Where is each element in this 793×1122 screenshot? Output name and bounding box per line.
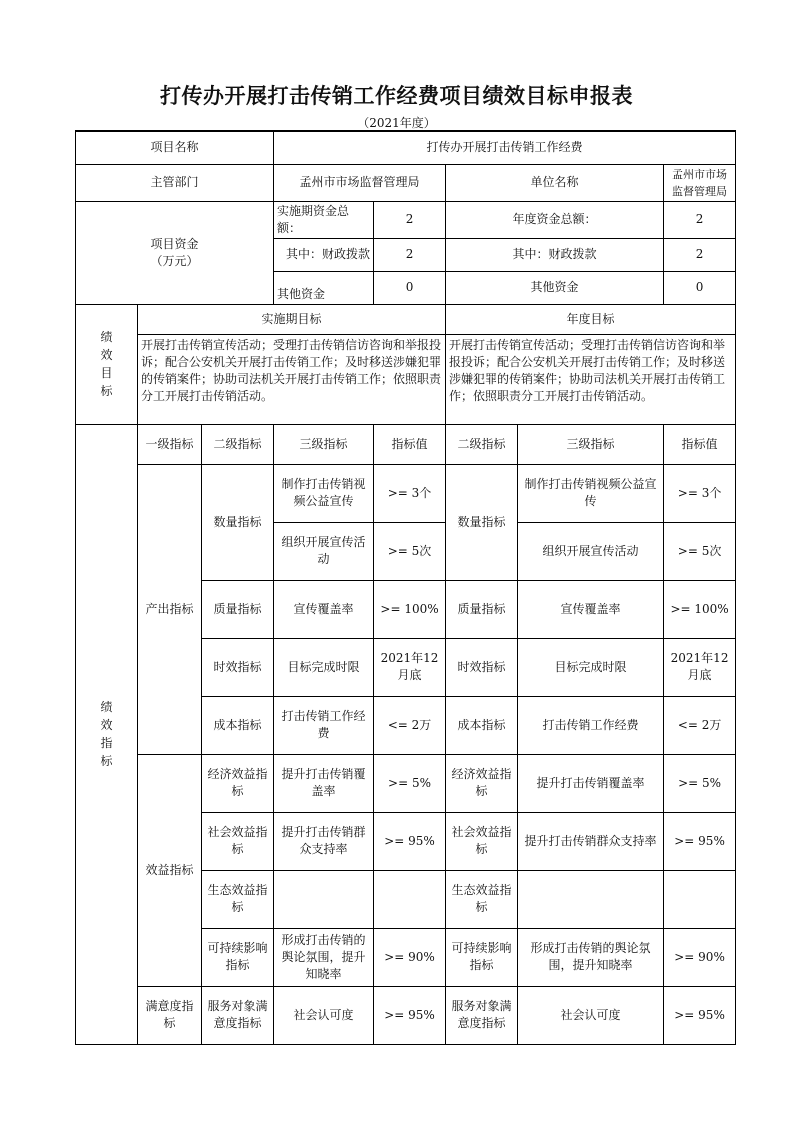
- goals-label: 绩效目标: [76, 304, 138, 424]
- impl-goal-text: 开展打击传销宣传活动；受理打击传销信访咨询和举报投诉；配合公安机关开展打击传销工作；及时移送涉嫌犯罪的传销案件；协助司法机关开展打击传销工作；依照职责分工开展打击传销活动。: [138, 334, 446, 424]
- project-name-value: 打传办开展打击传销工作经费: [274, 131, 736, 164]
- table-row-l3a: 宣传覆盖率: [274, 580, 374, 638]
- dept-value: 孟州市市场监督管理局: [274, 164, 446, 201]
- table-row-va: >= 90%: [374, 928, 446, 986]
- table-row-va: >= 3个: [374, 464, 446, 522]
- table-row-l3b: 打击传销工作经费: [518, 696, 664, 754]
- table-row-l3a: 制作打击传销视频公益宣传: [274, 464, 374, 522]
- table-row-l3a: 打击传销工作经费: [274, 696, 374, 754]
- table-row-l2b: 质量指标: [446, 580, 518, 638]
- table-row-l3b: 形成打击传销的舆论氛围，提升知晓率: [518, 928, 664, 986]
- table-row-l3b: 目标完成时限: [518, 638, 664, 696]
- project-name-label: 项目名称: [76, 131, 274, 164]
- output-indicator: 产出指标: [138, 464, 202, 754]
- page-title: 打传办开展打击传销工作经费项目绩效目标申报表: [160, 84, 633, 108]
- table-row-l2b: 时效指标: [446, 638, 518, 696]
- header-level2-b: 二级指标: [446, 424, 518, 464]
- impl-other-label: 其他资金: [274, 271, 374, 304]
- year-total-value: 2: [664, 201, 736, 238]
- header-level1: 一级指标: [138, 424, 202, 464]
- indicators-label: 绩效指标: [76, 424, 138, 1044]
- impl-other-value: 0: [374, 271, 446, 304]
- table-row-l3b: 制作打击传销视频公益宣传: [518, 464, 664, 522]
- impl-goal-header: 实施期目标: [138, 304, 446, 334]
- table-row-l3a: 组织开展宣传活动: [274, 522, 374, 580]
- table-row-l2b: 经济效益指标: [446, 754, 518, 812]
- header-level3-b: 三级指标: [518, 424, 664, 464]
- table-row-l3b: 社会认可度: [518, 986, 664, 1044]
- table-row-l2b: 数量指标: [446, 464, 518, 580]
- table-row-va: >= 5%: [374, 754, 446, 812]
- year-fiscal-value: 2: [664, 238, 736, 271]
- year-goal-text: 开展打击传销宣传活动；受理打击传销信访咨询和举报投诉；配合公安机关开展打击传销工作；及时移送涉嫌犯罪的传销案件；协助司法机关开展打击传销工作；依照职责分工开展打击传销活动。: [446, 334, 736, 424]
- header-value-b: 指标值: [664, 424, 736, 464]
- year-total-label: 年度资金总额：: [446, 201, 664, 238]
- table-row-va: [374, 870, 446, 928]
- table-row-vb: >= 5%: [664, 754, 736, 812]
- table-row-l3a: 目标完成时限: [274, 638, 374, 696]
- table-row-l2a: 经济效益指标: [202, 754, 274, 812]
- table-row-va: <= 2万: [374, 696, 446, 754]
- table-row-l3b: 提升打击传销群众支持率: [518, 812, 664, 870]
- table-row-l3a: 社会认可度: [274, 986, 374, 1044]
- table-row-vb: <= 2万: [664, 696, 736, 754]
- table-row-l2a: 可持续影响指标: [202, 928, 274, 986]
- table-row-l2a: 质量指标: [202, 580, 274, 638]
- year-fiscal-label: 其中：财政拨款: [446, 238, 664, 271]
- table-row-vb: >= 95%: [664, 986, 736, 1044]
- table-row-vb: >= 100%: [664, 580, 736, 638]
- year-other-value: 0: [664, 271, 736, 304]
- table-row-l2b: 服务对象满意度指标: [446, 986, 518, 1044]
- table-row-l3b: 宣传覆盖率: [518, 580, 664, 638]
- table-row-vb: [664, 870, 736, 928]
- impl-total-label: 实施期资金总额：: [274, 201, 374, 238]
- table-row-l2a: 成本指标: [202, 696, 274, 754]
- table-row-l2a: 数量指标: [202, 464, 274, 580]
- table-row-vb: >= 3个: [664, 464, 736, 522]
- header-level2-a: 二级指标: [202, 424, 274, 464]
- impl-fiscal-label: 其中：财政拨款: [274, 238, 374, 271]
- table-row-vb: >= 90%: [664, 928, 736, 986]
- table-row-l3a: 形成打击传销的舆论氛围，提升知晓率: [274, 928, 374, 986]
- table-row-l3a: 提升打击传销群众支持率: [274, 812, 374, 870]
- table-row-l2a: 社会效益指标: [202, 812, 274, 870]
- header-level3-a: 三级指标: [274, 424, 374, 464]
- table-row-l3a: [274, 870, 374, 928]
- fiscal-year: （2021年度）: [357, 116, 436, 130]
- benefit-indicator: 效益指标: [138, 754, 202, 986]
- table-row-vb: 2021年12月底: [664, 638, 736, 696]
- table-row-l2b: 成本指标: [446, 696, 518, 754]
- table-row-vb: >= 5次: [664, 522, 736, 580]
- table-row-vb: >= 95%: [664, 812, 736, 870]
- dept-label: 主管部门: [76, 164, 274, 201]
- funds-label: 项目资金 （万元）: [76, 201, 274, 304]
- table-row-l2a: 服务对象满意度指标: [202, 986, 274, 1044]
- unit-label: 单位名称: [446, 164, 664, 201]
- table-row-va: >= 95%: [374, 986, 446, 1044]
- impl-fiscal-value: 2: [374, 238, 446, 271]
- table-row-va: >= 5次: [374, 522, 446, 580]
- table-row-l3b: [518, 870, 664, 928]
- table-row-va: 2021年12月底: [374, 638, 446, 696]
- impl-total-value: 2: [374, 201, 446, 238]
- table-row-l2b: 可持续影响指标: [446, 928, 518, 986]
- table-row-l2b: 生态效益指标: [446, 870, 518, 928]
- table-row-va: >= 100%: [374, 580, 446, 638]
- unit-value: 孟州市市场监督管理局: [664, 164, 736, 201]
- satisfaction-indicator: 满意度指标: [138, 986, 202, 1044]
- table-row-l3b: 提升打击传销覆盖率: [518, 754, 664, 812]
- table-row-va: >= 95%: [374, 812, 446, 870]
- table-row-l3a: 提升打击传销覆盖率: [274, 754, 374, 812]
- table-row-l3b: 组织开展宣传活动: [518, 522, 664, 580]
- performance-target-table: [75, 130, 736, 1045]
- header-value-a: 指标值: [374, 424, 446, 464]
- table-row-l2a: 生态效益指标: [202, 870, 274, 928]
- table-row-l2b: 社会效益指标: [446, 812, 518, 870]
- year-other-label: 其他资金: [446, 271, 664, 304]
- table-row-l2a: 时效指标: [202, 638, 274, 696]
- year-goal-header: 年度目标: [446, 304, 736, 334]
